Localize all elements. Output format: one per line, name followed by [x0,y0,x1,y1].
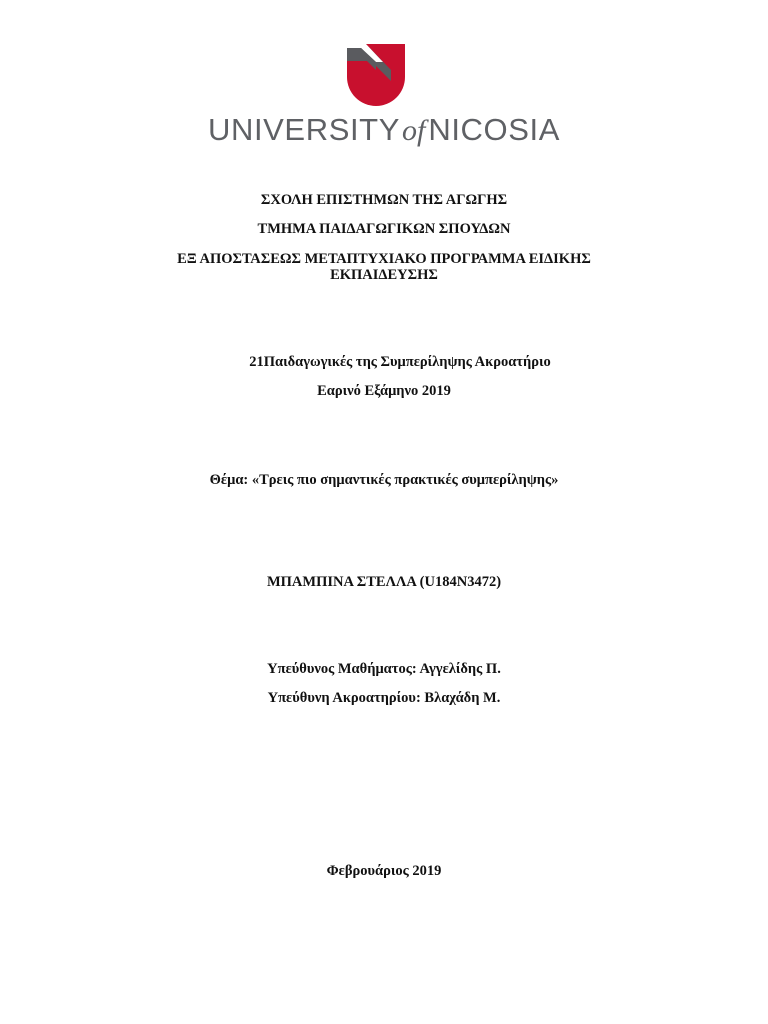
course-title: 21Παιδαγωγικές της Συμπερίληψης Ακροατήριο [249,354,551,370]
student-name: ΜΠΑΜΠΙΝΑ ΣΤΕΛΛΑ (U184N3472) [266,574,502,590]
program-name-line2: ΕΚΠΑΙΔΕΥΣΗΣ [330,267,438,283]
university-logo [0,40,768,150]
wordmark-nicosia: NICOSIA [428,112,561,147]
semester: Εαρινό Εξάμηνο 2019 [317,383,451,399]
department-name: ΤΜΗΜΑ ΠΑΙΔΑΓΩΓΙΚΩΝ ΣΠΟΥΔΩΝ [257,221,511,237]
tutor: Υπεύθυνη Ακροατηρίου: Βλαχάδη Μ. [267,690,501,706]
course-instructor: Υπεύθυνος Μαθήματος: Αγγελίδης Π. [267,661,501,677]
university-wordmark [0,112,768,148]
wordmark-of: of [402,114,426,147]
essay-topic: Θέμα: «Τρεις πιο σημαντικές πρακτικές συμπερίληψης» [209,472,559,488]
program-name-line1: ΕΞ ΑΠΟΣΤΑΣΕΩΣ ΜΕΤΑΠΤΥΧΙΑΚΟ ΠΡΟΓΡΑΜΜΑ ΕΙΔΙΚΗΣ [177,251,591,267]
submission-date: Φεβρουάριος 2019 [326,863,442,879]
wordmark-university: UNIVERSITY [207,112,400,147]
school-name: ΣΧΟΛΗ ΕΠΙΣΤΗΜΩΝ ΤΗΣ ΑΓΩΓΗΣ [260,192,508,208]
university-shield-logo-icon [347,44,405,106]
